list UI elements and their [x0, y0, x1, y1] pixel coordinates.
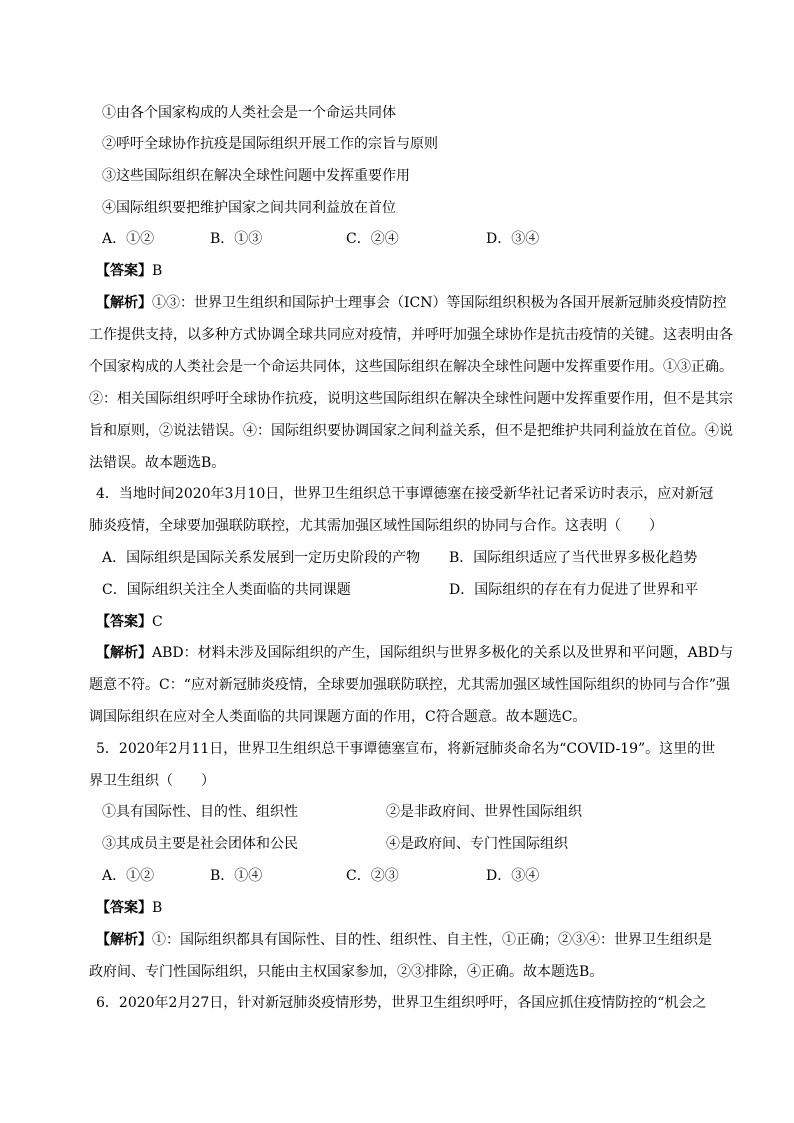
q3-item-3: ③这些国际组织在解决全球性问题中发挥重要作用 — [102, 168, 410, 184]
q3-analysis-line-4: ②：相关国际组织呼吁全球协作抗疫，说明这些国际组织在解决全球性问题中发挥重要作用，但不是其宗 — [89, 391, 733, 407]
q3-option-b: B．①③ — [210, 231, 263, 247]
q3-option-d: D．③④ — [486, 231, 540, 247]
q5-option-a: A．①② — [102, 868, 155, 884]
answer-label: 【答案】 — [96, 263, 152, 279]
q5-item-4: ④是政府间、专门性国际组织 — [386, 836, 568, 852]
q5-stem-line-1: 5．2020年2月11日，世界卫生组织总干事谭德塞宣布，将新冠肺炎命名为“COVID-19”。这里的世 — [96, 741, 716, 757]
q3-analysis-line-2: 工作提供支持，以多种方式协调全球共同应对疫情，并呼吁加强全球协作是抗击疫情的关键。这表明由各 — [89, 327, 733, 343]
q5-item-2: ②是非政府间、世界性国际组织 — [386, 804, 582, 820]
analysis-label: 【解析】 — [96, 645, 152, 661]
q3-item-1: ①由各个国家构成的人类社会是一个命运共同体 — [102, 105, 396, 121]
q4-analysis-line-1: 【解析】ABD：材料未涉及国际组织的产生，国际组织与世界多极化的关系以及世界和平问题，ABD与 — [96, 645, 734, 661]
analysis-label: 【解析】 — [96, 295, 152, 311]
q3-answer — [96, 261, 162, 281]
q4-option-a: A．国际组织是国际关系发展到一定历史阶段的产物 — [102, 550, 421, 566]
q5-analysis-line-2: 政府间、专门性国际组织，只能由主权国家参加，②③排除，④正确。故本题选B。 — [89, 964, 604, 980]
answer-label: 【答案】 — [96, 900, 152, 916]
q4-answer — [96, 612, 163, 632]
answer-value: B — [152, 263, 163, 279]
q3-option-a: A．①② — [102, 231, 155, 247]
q5-answer — [96, 898, 162, 918]
analysis-label: 【解析】 — [96, 932, 152, 948]
q5-option-d: D．③④ — [486, 868, 540, 884]
q5-item-1: ①具有国际性、目的性、组织性 — [102, 804, 298, 820]
q5-analysis-line-1: 【解析】①：国际组织都具有国际性、目的性、组织性、自主性，①正确；②③④：世界卫生组织是 — [96, 932, 712, 948]
q3-option-c: C．②④ — [346, 231, 399, 247]
q4-stem-line-2: 肺炎疫情，全球要加强联防联控，尤其需加强区域性国际组织的协同与合作。这表明（ ） — [89, 518, 663, 534]
q5-stem-line-2: 界卫生组织（ ） — [89, 773, 215, 789]
q6-stem-line-1: 6．2020年2月27日，针对新冠肺炎疫情形势，世界卫生组织呼吁，各国应抓住疫情防控的“机会之 — [96, 995, 707, 1011]
q3-analysis-line-3: 个国家构成的人类社会是一个命运共同体，这些国际组织在解决全球性问题中发挥重要作用。①③正确。 — [89, 359, 733, 375]
q5-option-c: C．②③ — [346, 868, 399, 884]
q4-stem-line-1: 4．当地时间2020年3月10日，世界卫生组织总干事谭德塞在接受新华社记者采访时表示，应对新冠 — [96, 486, 714, 502]
answer-value: B — [152, 900, 163, 916]
q4-option-b: B．国际组织适应了当代世界多极化趋势 — [449, 550, 698, 566]
q3-analysis-line-1: 【解析】①③：世界卫生组织和国际护士理事会（ICN）等国际组织积极为各国开展新冠肺炎疫情防控 — [96, 295, 727, 311]
q3-analysis-line-5: 旨和原则，②说法错误。④：国际组织要协调国家之间利益关系，但不是把维护共同利益放在首位。④说 — [89, 423, 733, 439]
q4-analysis-line-2: 题意不符。C：“应对新冠肺炎疫情，全球要加强联防联控，尤其需加强区域性国际组织的协同与合作”强 — [89, 677, 731, 693]
q4-option-c: C．国际组织关注全人类面临的共同课题 — [102, 582, 351, 598]
q5-option-b: B．①④ — [210, 868, 263, 884]
q4-option-d: D．国际组织的存在有力促进了世界和平 — [449, 582, 699, 598]
q3-item-2: ②呼吁全球协作抗疫是国际组织开展工作的宗旨与原则 — [102, 136, 438, 152]
q5-item-3: ③其成员主要是社会团体和公民 — [102, 836, 298, 852]
answer-label: 【答案】 — [96, 614, 152, 630]
q3-analysis-line-6: 法错误。故本题选B。 — [89, 455, 226, 471]
q4-analysis-line-3: 调国际组织在应对全人类面临的共同课题方面的作用，C符合题意。故本题选C。 — [89, 709, 587, 725]
q3-item-4: ④国际组织要把维护国家之间共同利益放在首位 — [102, 200, 396, 216]
answer-value: C — [152, 614, 163, 630]
